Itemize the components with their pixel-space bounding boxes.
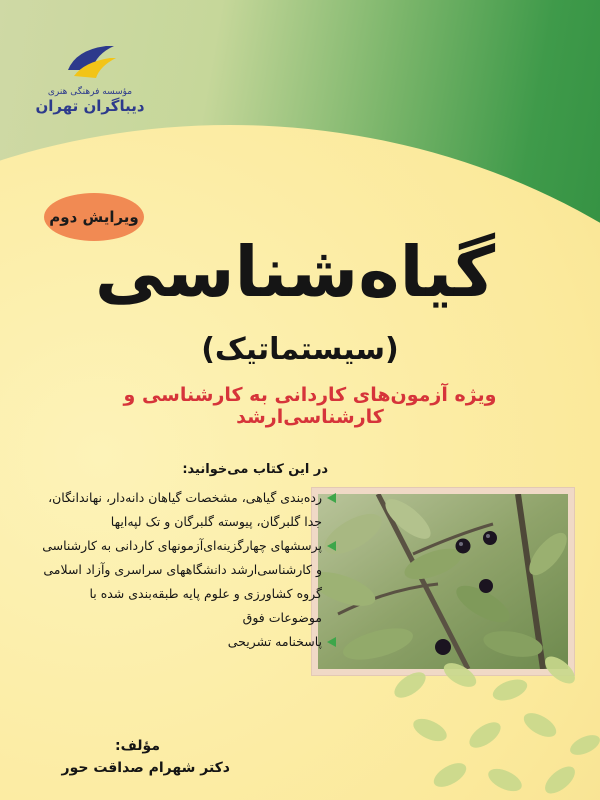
triangle-bullet-icon bbox=[327, 493, 336, 503]
publisher-logo-icon bbox=[66, 40, 116, 82]
author-label: مؤلف: bbox=[115, 738, 160, 754]
book-title: گیاه‌شناسی bbox=[94, 231, 496, 313]
book-tagline: ویژه آزمون‌های کاردانی به کارشناسی و کارشناسی‌ارشد bbox=[123, 384, 497, 428]
list-item bbox=[40, 486, 336, 534]
list-item-text: پرسشهای چهارگزینه‌ای‌آزمونهای کاردانی به کارشناسی و کارشناسی‌ارشد دانشگاههای سراسری و‌آزاد اسلامی گروه کشاورزی و علوم پایه طبقه‌بندی شده با موضوعات فوق bbox=[42, 538, 322, 625]
decorative-leaves bbox=[370, 650, 600, 800]
contents-list bbox=[40, 486, 336, 654]
list-item bbox=[40, 630, 336, 654]
list-item-text: پاسخنامه تشریحی bbox=[227, 634, 322, 649]
author-name: دکتر شهرام صداقت حور bbox=[61, 760, 230, 776]
plant-photo bbox=[318, 494, 568, 669]
publisher-line2: دیباگران تهران bbox=[35, 96, 145, 115]
list-item bbox=[40, 534, 336, 630]
triangle-bullet-icon bbox=[327, 637, 336, 647]
publisher-logo bbox=[30, 40, 150, 125]
triangle-bullet-icon bbox=[327, 541, 336, 551]
publisher-line1: مؤسسه فرهنگی هنری bbox=[47, 87, 133, 97]
book-subtitle: (سیستماتیک) bbox=[201, 332, 399, 367]
contents-intro: در این کتاب می‌خوانید: bbox=[182, 462, 328, 477]
edition-badge: ویرایش دوم bbox=[44, 193, 144, 241]
list-item-text: رده‌بندی گیاهی، مشخصات گیاهان دانه‌دار، نهاندانگان، جدا گلبرگان، پیوسته گلبرگان و تک لپه‌ایها bbox=[48, 490, 322, 529]
